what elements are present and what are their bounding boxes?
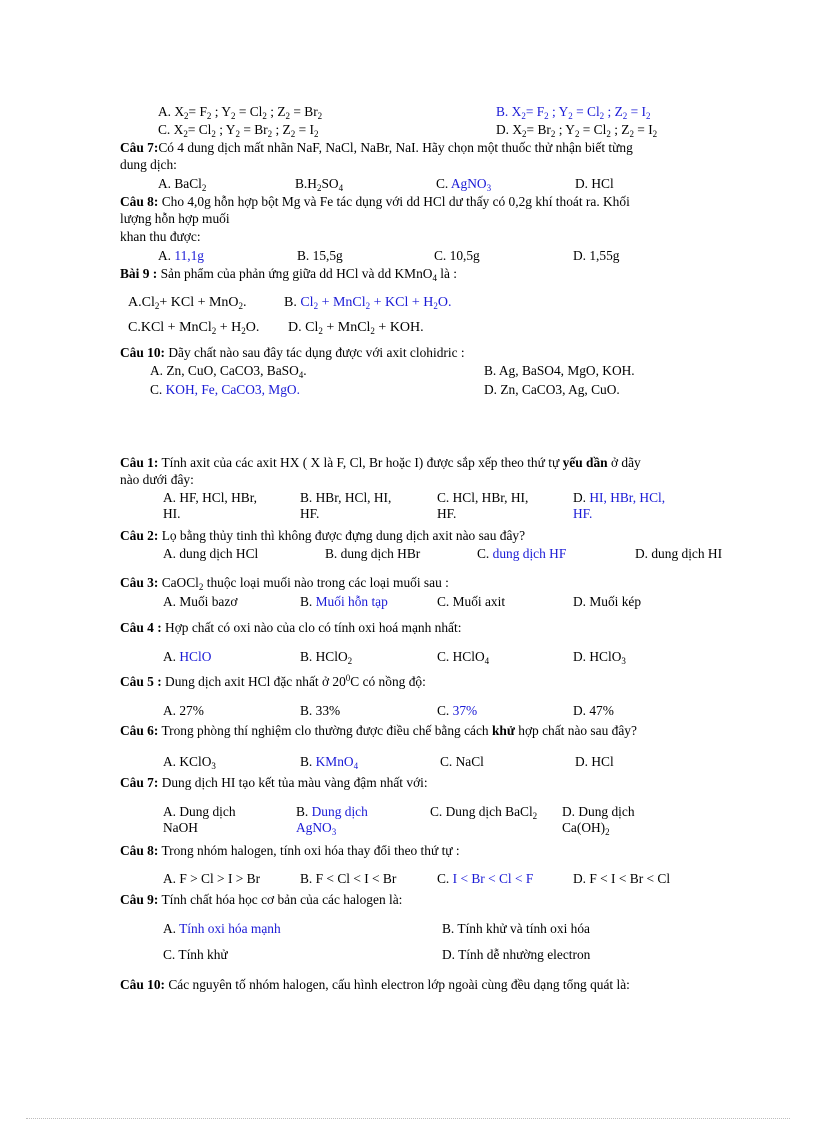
c8-option-b[interactable]: B. F < Cl < I < Br — [300, 871, 397, 886]
emphasis-text: khử — [491, 723, 515, 738]
c9-option-c[interactable]: C. Tính khử — [163, 947, 228, 962]
part2-question-1 — [120, 455, 641, 471]
question-text: Tính axit của các axit HX ( X là F, Cl, Br hoặc I) được sắp xếp theo thứ tự — [161, 455, 560, 470]
part2-question-9 — [120, 892, 402, 908]
q10-option-a[interactable]: A. Zn, CuO, CaCO3, BaSO$_4$. — [150, 363, 307, 380]
question-label: Câu 7: — [120, 140, 159, 155]
part2-question-1-cont: nào dưới đây: — [120, 472, 194, 487]
c7-option-d[interactable]: D. Dung dịch $Ca(OH)_2$ — [562, 804, 635, 837]
q7-option-d[interactable]: D. HCl — [575, 176, 614, 191]
question-text: Lọ bằng thủy tinh thì không được đựng dung dịch axit nào sau đây? — [161, 528, 526, 543]
c5-option-c[interactable]: C. 37% — [437, 703, 478, 718]
c9-option-d[interactable]: D. Tính dễ nhường electron — [442, 947, 591, 962]
c7-option-c[interactable]: C. Dung dịch BaCl$_2$ — [430, 804, 538, 821]
c5-option-d[interactable]: D. 47% — [573, 703, 614, 718]
c1-option-b[interactable]: B. HBr, HCl, HI, HF. — [300, 490, 392, 521]
question-label: Câu 3: — [120, 575, 159, 590]
c4-option-c[interactable]: C. HClO$_4$ — [437, 649, 490, 666]
question-label: Câu 8: — [120, 194, 159, 209]
q6-option-c[interactable]: C. $X_2= Cl_2$ ; $Y_2 = Br_2$ ; $Z_2 = I_2$ — [158, 122, 319, 139]
question-7-text-cont: dung dịch: — [120, 157, 177, 172]
question-text: Hợp chất có oxi nào của clo có tính oxi hoá mạnh nhất: — [165, 620, 462, 635]
question-text: Tính chất hóa học cơ bản của các halogen là: — [161, 892, 403, 907]
q9-option-a[interactable]: $A.Cl_2+$ KCl + MnO$_2$. — [128, 295, 247, 311]
question-text: Dung dịch axit HCl đặc nhất ở $20^0C$ có nồng độ: — [165, 673, 426, 689]
question-8-text-cont2: khan thu được: — [120, 229, 201, 244]
question-text: CaOCl$_2$ thuộc loại muối nào trong các loại muối sau : — [161, 575, 449, 592]
question-label: Câu 7: — [120, 775, 159, 790]
c9-option-a[interactable]: A. Tính oxi hóa mạnh — [163, 921, 281, 936]
part2-question-10 — [120, 977, 630, 993]
c5-option-b[interactable]: B. 33% — [300, 703, 341, 718]
q8-option-c[interactable]: C. 10,5g — [434, 248, 480, 263]
c1-option-d[interactable]: D. HI, HBr, HCl, HF. — [573, 490, 666, 521]
question-label: Câu 8: — [120, 843, 159, 858]
question-text: Dung dịch HI tạo kết tủa màu vàng đậm nhất với: — [161, 775, 428, 790]
part2-question-7 — [120, 775, 428, 791]
question-text: Cho 4,0g hỗn hợp bột Mg và Fe tác dụng với dd HCl dư thấy có 0,2g khí thoát ra. Khối — [161, 194, 630, 209]
c2-option-c[interactable]: C. dung dịch HF — [477, 546, 567, 561]
question-label: Câu 2: — [120, 528, 159, 543]
question-7 — [120, 140, 633, 156]
question-label: Câu 5 : — [120, 674, 162, 689]
question-label: Bài 9 : — [120, 266, 158, 281]
c3-option-c[interactable]: C. Muối axit — [437, 594, 506, 609]
emphasis-text: yếu dần — [562, 455, 608, 470]
q9-option-d[interactable]: D. $Cl_2$ + MnCl$_2$ + KOH. — [288, 320, 424, 336]
question-text: Trong phòng thí nghiệm clo thường được điều chế bằng cách — [161, 723, 489, 738]
question-label: Câu 1: — [120, 455, 159, 470]
question-label: Câu 10: — [120, 345, 166, 360]
question-9 — [120, 266, 457, 282]
c8-option-c[interactable]: C. I < Br < Cl < F — [437, 871, 534, 886]
q6-option-a[interactable]: A. $X_2= F_2$ ; $Y_2 = Cl_2$ ; $Z_2 = Br_2$ — [158, 104, 323, 121]
q6-option-d[interactable]: D. $X_2= Br_2$ ; $Y_2 = Cl_2$ ; $Z_2 = I_2$ — [496, 122, 658, 139]
c6-option-c[interactable]: C. NaCl — [440, 754, 484, 769]
part2-question-6 — [120, 723, 637, 739]
q8-option-d[interactable]: D. 1,55g — [573, 248, 620, 263]
question-text: Các nguyên tố nhóm halogen, cấu hình electron lớp ngoài cùng đều dạng tổng quát là: — [168, 977, 630, 992]
part2-question-2 — [120, 528, 525, 544]
c9-option-b[interactable]: B. Tính khử và tính oxi hóa — [442, 921, 590, 936]
q8-option-a[interactable]: A. 11,1g — [158, 248, 205, 263]
c3-option-d[interactable]: D. Muối kép — [573, 594, 642, 609]
part2-question-4 — [120, 620, 461, 636]
c7-option-a[interactable]: A. Dung dịch NaOH — [163, 804, 236, 835]
q6-option-b[interactable]: B. $X_2= F_2$ ; $Y_2 = Cl_2$ ; $Z_2 = I_2$ — [496, 104, 651, 121]
question-8-text-cont: lượng hỗn hợp muối — [120, 211, 230, 226]
c1-option-c[interactable]: C. HCl, HBr, HI, HF. — [437, 490, 529, 521]
question-label: Câu 9: — [120, 892, 159, 907]
question-8 — [120, 194, 630, 210]
q7-option-b[interactable]: $B.H_2SO_4$ — [295, 176, 344, 193]
c2-option-a[interactable]: A. dung dịch HCl — [163, 546, 259, 561]
q9-option-c[interactable]: C.KCl + MnCl$_2$ + $H_2O$. — [128, 320, 260, 336]
q9-option-b[interactable]: B. $Cl_2$ + MnCl$_2$ + KCl + $H_2O$. — [284, 295, 452, 311]
question-text-end: ở dãy — [610, 455, 641, 470]
q10-option-d[interactable]: D. Zn, CaCO3, Ag, CuO. — [484, 382, 620, 397]
c6-option-a[interactable]: A. KClO$_3$ — [163, 754, 216, 771]
c8-option-a[interactable]: A. F > Cl > I > Br — [163, 871, 261, 886]
page-footer-rule — [26, 1118, 790, 1119]
question-label: Câu 4 : — [120, 620, 162, 635]
q7-option-c[interactable]: C. AgNO$_3$ — [436, 176, 492, 193]
c3-option-b[interactable]: B. Muối hỗn tạp — [300, 594, 388, 609]
q10-option-b[interactable]: B. Ag, BaSO4, MgO, KOH. — [484, 363, 635, 378]
q8-option-b[interactable]: B. 15,5g — [297, 248, 343, 263]
q7-option-a[interactable]: A. BaCl$_2$ — [158, 176, 207, 193]
part2-question-8 — [120, 843, 460, 859]
question-10 — [120, 345, 465, 361]
question-label: Câu 6: — [120, 723, 159, 738]
c1-option-a[interactable]: A. HF, HCl, HBr, HI. — [163, 490, 257, 521]
part2-question-3 — [120, 575, 449, 591]
c4-option-d[interactable]: D. HClO$_3$ — [573, 649, 626, 666]
c3-option-a[interactable]: A. Muối bazơ — [163, 594, 238, 609]
c8-option-d[interactable]: D. F < I < Br < Cl — [573, 871, 671, 886]
c4-option-a[interactable]: A. HClO — [163, 649, 212, 664]
c6-option-b[interactable]: B. KMnO$_4$ — [300, 754, 359, 771]
c2-option-b[interactable]: B. dung dịch HBr — [325, 546, 421, 561]
part2-question-5 — [120, 674, 426, 690]
c5-option-a[interactable]: A. 27% — [163, 703, 204, 718]
c6-option-d[interactable]: D. HCl — [575, 754, 614, 769]
question-text: Sản phẩm của phản ứng giữa dd HCl và dd KMnO$_4$ là : — [160, 266, 458, 283]
question-text: Có 4 dung dịch mất nhãn NaF, NaCl, NaBr, NaI. Hãy chọn một thuốc thử nhận biết từng — [158, 140, 633, 155]
c2-option-d[interactable]: D. dung dịch HI — [635, 546, 723, 561]
c4-option-b[interactable]: B. HClO$_2$ — [300, 649, 353, 666]
q10-option-c[interactable]: C. KOH, Fe, CaCO3, MgO. — [150, 382, 300, 397]
question-label: Câu 10: — [120, 977, 166, 992]
question-text: Trong nhóm halogen, tính oxi hóa thay đổi theo thứ tự : — [161, 843, 460, 858]
question-text-end: hợp chất nào sau đây? — [518, 723, 637, 738]
question-text: Dãy chất nào sau đây tác dụng được với axit clohidric : — [168, 345, 465, 360]
c7-option-b[interactable]: B. Dung dịch AgNO$_3$ — [296, 804, 368, 837]
